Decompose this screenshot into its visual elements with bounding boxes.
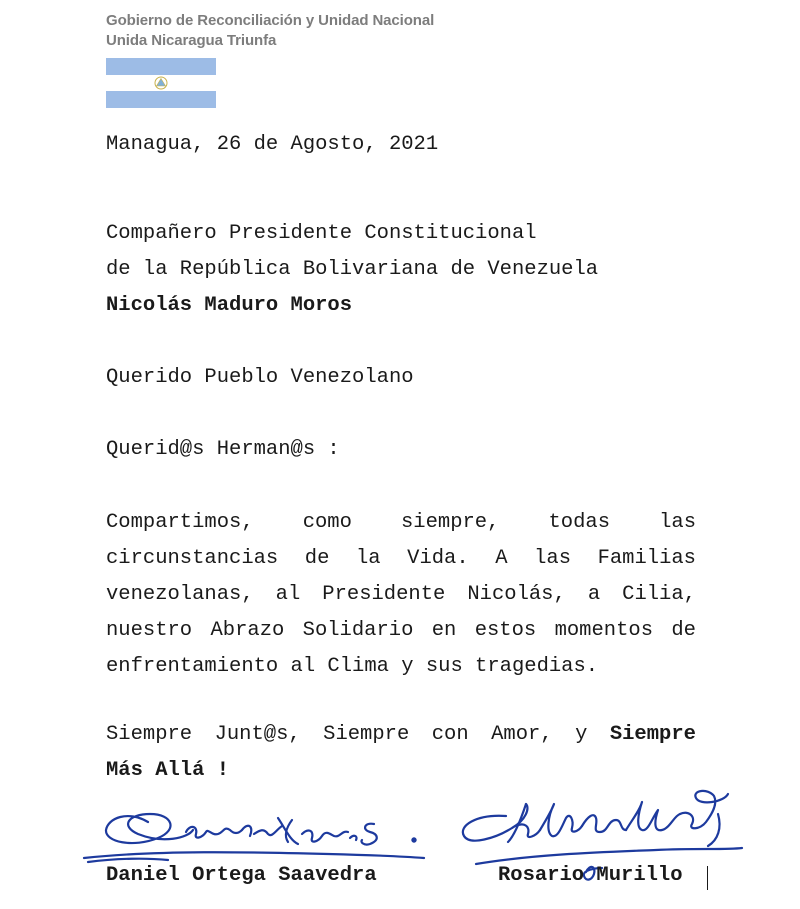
- body-paragraph: [106, 505, 696, 685]
- body-line: circunstancias de la Vida. A las Familias: [106, 547, 696, 570]
- recipient-country: de la República Bolivariana de Venezuela: [106, 258, 599, 281]
- letterhead-government: Gobierno de Reconciliación y Unidad Nacional: [106, 12, 435, 29]
- signatory-left-name: Daniel Ortega Saavedra: [106, 864, 377, 887]
- body-line: Compartimos, como siempre, todas las: [106, 511, 696, 534]
- signatory-right-name: Rosario Murillo: [498, 864, 683, 887]
- text-cursor: [707, 866, 708, 890]
- closing-line-bold: Más Allá !: [106, 759, 230, 782]
- recipient-name: Nicolás Maduro Moros: [106, 294, 353, 317]
- salutation-siblings: Querid@s Herman@s :: [106, 438, 340, 461]
- body-line: nuestro Abrazo Solidario en estos momentos de: [106, 619, 696, 642]
- salutation-people: Querido Pueblo Venezolano: [106, 366, 414, 389]
- body-line: venezolanas, al Presidente Nicolás, a Cilia,: [106, 583, 696, 606]
- recipient-title: Compañero Presidente Constitucional: [106, 222, 537, 245]
- nicaragua-flag-icon: [106, 58, 216, 108]
- letter-date: Managua, 26 de Agosto, 2021: [106, 133, 439, 156]
- closing-line: Siempre Junt@s, Siempre con Amor, y Siempre: [106, 723, 696, 746]
- body-line: enfrentamiento al Clima y sus tragedias.: [106, 655, 599, 678]
- letterhead-slogan: Unida Nicaragua Triunfa: [106, 32, 277, 49]
